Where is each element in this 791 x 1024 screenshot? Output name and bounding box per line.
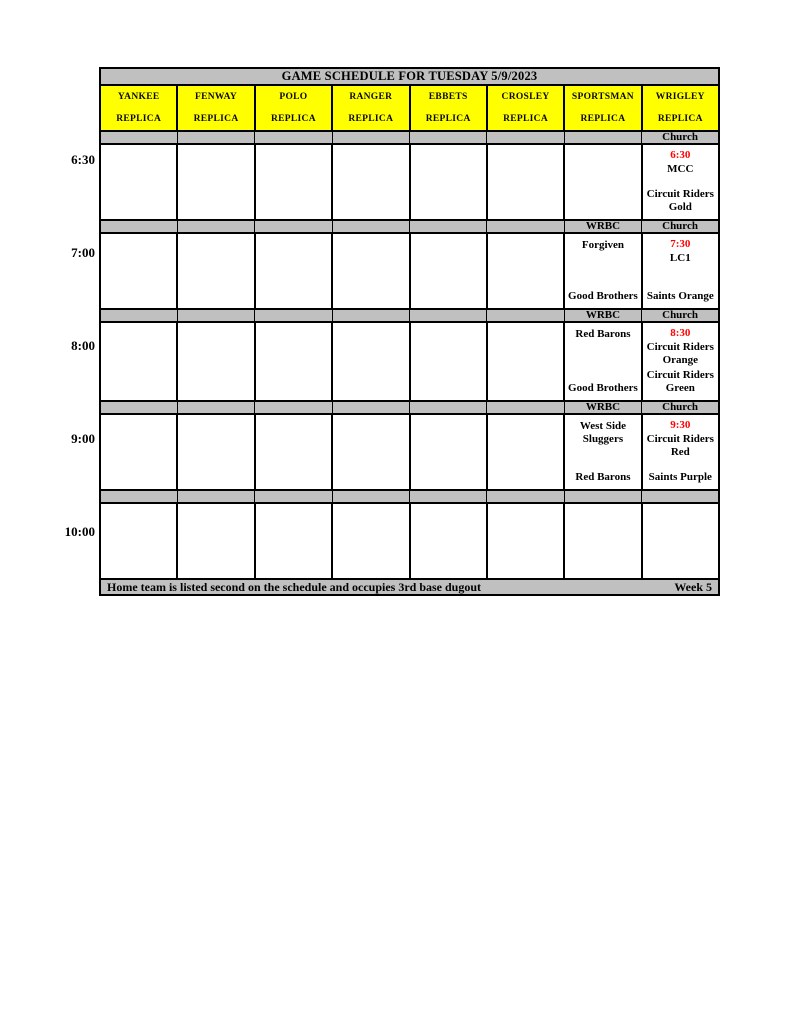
field-type: REPLICA (116, 114, 162, 124)
visitor-team: LC1 (669, 252, 691, 265)
empty-game-cell (332, 144, 409, 220)
field-header-row (100, 85, 719, 131)
field-header-fenway (177, 85, 254, 131)
field-header-sportsman (564, 85, 641, 131)
venue-strip-label: Church (642, 220, 719, 233)
venue-strip-label (564, 490, 641, 503)
field-header-crosley (487, 85, 564, 131)
strip-cell (410, 220, 487, 233)
strip-cell (487, 490, 564, 503)
empty-game-cell (332, 414, 409, 490)
venue-strip-label: WRBC (564, 220, 641, 233)
game-row-800 (100, 322, 719, 401)
game-cell-wrigley (642, 144, 719, 220)
footer-note: Home team is listed second on the schedule and occupies 3rd base dugout (107, 579, 482, 594)
footer-cell (100, 579, 719, 595)
empty-game-cell (487, 503, 564, 579)
empty-game-cell (100, 322, 177, 401)
field-name: RANGER (349, 92, 393, 102)
field-name: SPORTSMAN (571, 92, 634, 102)
venue-strip-row (100, 490, 719, 503)
strip-cell (177, 131, 254, 144)
strip-cell (100, 490, 177, 503)
empty-game-cell (255, 414, 332, 490)
empty-game-cell (255, 322, 332, 401)
strip-cell (100, 309, 177, 322)
field-type: REPLICA (271, 114, 316, 124)
field-type: REPLICA (348, 114, 394, 124)
home-team: Saints Purple (648, 470, 712, 483)
strip-cell (410, 401, 487, 414)
empty-game-cell (255, 503, 332, 579)
game-row-630 (100, 144, 719, 220)
time-label-1000: 10:00 (64, 524, 95, 539)
strip-cell (487, 309, 564, 322)
empty-game-cell (255, 233, 332, 309)
game-cell-wrigley (642, 414, 719, 490)
strip-cell (487, 131, 564, 144)
venue-strip-label: WRBC (564, 309, 641, 322)
empty-game-cell (564, 503, 641, 579)
strip-cell (410, 490, 487, 503)
empty-game-cell (487, 144, 564, 220)
schedule-title: GAME SCHEDULE FOR TUESDAY 5/9/2023 (100, 68, 719, 85)
home-team: Circuit Riders Green (646, 368, 714, 394)
empty-game-cell (410, 144, 487, 220)
empty-game-cell (177, 414, 254, 490)
strip-cell (255, 309, 332, 322)
venue-strip-label (642, 490, 719, 503)
strip-cell (177, 490, 254, 503)
visitor-team: MCC (667, 163, 694, 176)
game-cell-sportsman (564, 322, 641, 401)
field-type: REPLICA (580, 114, 626, 124)
strip-cell (255, 401, 332, 414)
venue-strip-label: WRBC (564, 401, 641, 414)
home-team: Red Barons (575, 470, 631, 483)
field-header-ranger (332, 85, 409, 131)
strip-cell (332, 309, 409, 322)
field-header-ebbets (410, 85, 487, 131)
time-label-700: 7:00 (71, 245, 95, 260)
field-header-yankee (100, 85, 177, 131)
empty-game-cell (487, 414, 564, 490)
home-team: Saints Orange (646, 289, 714, 302)
empty-game-cell (332, 322, 409, 401)
game-row-700 (100, 233, 719, 309)
game-time: 9:30 (670, 418, 691, 431)
strip-cell (332, 220, 409, 233)
field-name: FENWAY (195, 92, 238, 102)
empty-game-cell (332, 503, 409, 579)
strip-cell (177, 220, 254, 233)
home-team: Circuit Riders Gold (646, 187, 714, 213)
field-type: REPLICA (425, 114, 471, 124)
visitor-team: West Side Sluggers (579, 419, 627, 446)
field-name: WRIGLEY (655, 92, 705, 102)
schedule-table (99, 67, 720, 596)
empty-game-cell (100, 233, 177, 309)
empty-game-cell (100, 414, 177, 490)
empty-game-cell (642, 503, 719, 579)
strip-cell (487, 401, 564, 414)
empty-game-cell (100, 503, 177, 579)
venue-strip-row (100, 401, 719, 414)
empty-game-cell (410, 322, 487, 401)
game-cell-sportsman (564, 144, 641, 220)
field-header-wrigley (642, 85, 719, 131)
strip-cell (332, 401, 409, 414)
empty-game-cell (410, 503, 487, 579)
empty-game-cell (410, 414, 487, 490)
field-name: CROSLEY (501, 92, 550, 102)
home-team: Good Brothers (568, 289, 638, 302)
game-time: 8:30 (670, 327, 691, 339)
field-header-polo (255, 85, 332, 131)
strip-cell (410, 309, 487, 322)
empty-game-cell (177, 233, 254, 309)
strip-cell (177, 309, 254, 322)
game-cell-sportsman (564, 414, 641, 490)
strip-cell (100, 131, 177, 144)
strip-cell (332, 490, 409, 503)
game-time: 6:30 (670, 149, 691, 161)
game-cell-wrigley (642, 233, 719, 309)
empty-game-cell (487, 322, 564, 401)
empty-game-cell (487, 233, 564, 309)
visitor-team: Circuit Riders Orange (646, 341, 714, 367)
field-type: REPLICA (193, 114, 239, 124)
game-cell-wrigley (642, 322, 719, 401)
home-team: Good Brothers (568, 381, 638, 394)
strip-cell (100, 220, 177, 233)
game-row-900 (100, 414, 719, 490)
field-type: REPLICA (657, 114, 703, 124)
venue-strip-row (100, 309, 719, 322)
venue-strip-label (564, 131, 641, 144)
strip-cell (487, 220, 564, 233)
strip-cell (255, 220, 332, 233)
empty-game-cell (177, 144, 254, 220)
time-label-900: 9:00 (71, 431, 95, 446)
strip-cell (255, 131, 332, 144)
venue-strip-row (100, 220, 719, 233)
visitor-team: Red Barons (575, 328, 631, 340)
strip-cell (177, 401, 254, 414)
time-label-800: 8:00 (71, 338, 95, 353)
week-label: Week 5 (674, 579, 712, 594)
empty-game-cell (177, 322, 254, 401)
strip-cell (332, 131, 409, 144)
empty-game-cell (177, 503, 254, 579)
strip-cell (410, 131, 487, 144)
venue-strip-label: Church (642, 401, 719, 414)
field-name: EBBETS (428, 92, 468, 102)
empty-game-cell (100, 144, 177, 220)
title-row (100, 68, 719, 85)
strip-cell (255, 490, 332, 503)
venue-strip-label: Church (642, 131, 719, 144)
empty-game-cell (332, 233, 409, 309)
game-time: 7:30 (670, 238, 691, 250)
time-label-630: 6:30 (71, 152, 95, 167)
empty-game-cell (410, 233, 487, 309)
visitor-team: Circuit Riders Red (646, 433, 714, 459)
strip-cell (100, 401, 177, 414)
field-name: YANKEE (117, 92, 160, 102)
game-row-1000 (100, 503, 719, 579)
field-name: POLO (279, 92, 308, 102)
field-type: REPLICA (503, 114, 548, 124)
venue-strip-label: Church (642, 309, 719, 322)
footer-row (100, 579, 719, 595)
venue-strip-row (100, 131, 719, 144)
visitor-team: Forgiven (581, 239, 625, 251)
empty-game-cell (255, 144, 332, 220)
game-cell-sportsman (564, 233, 641, 309)
